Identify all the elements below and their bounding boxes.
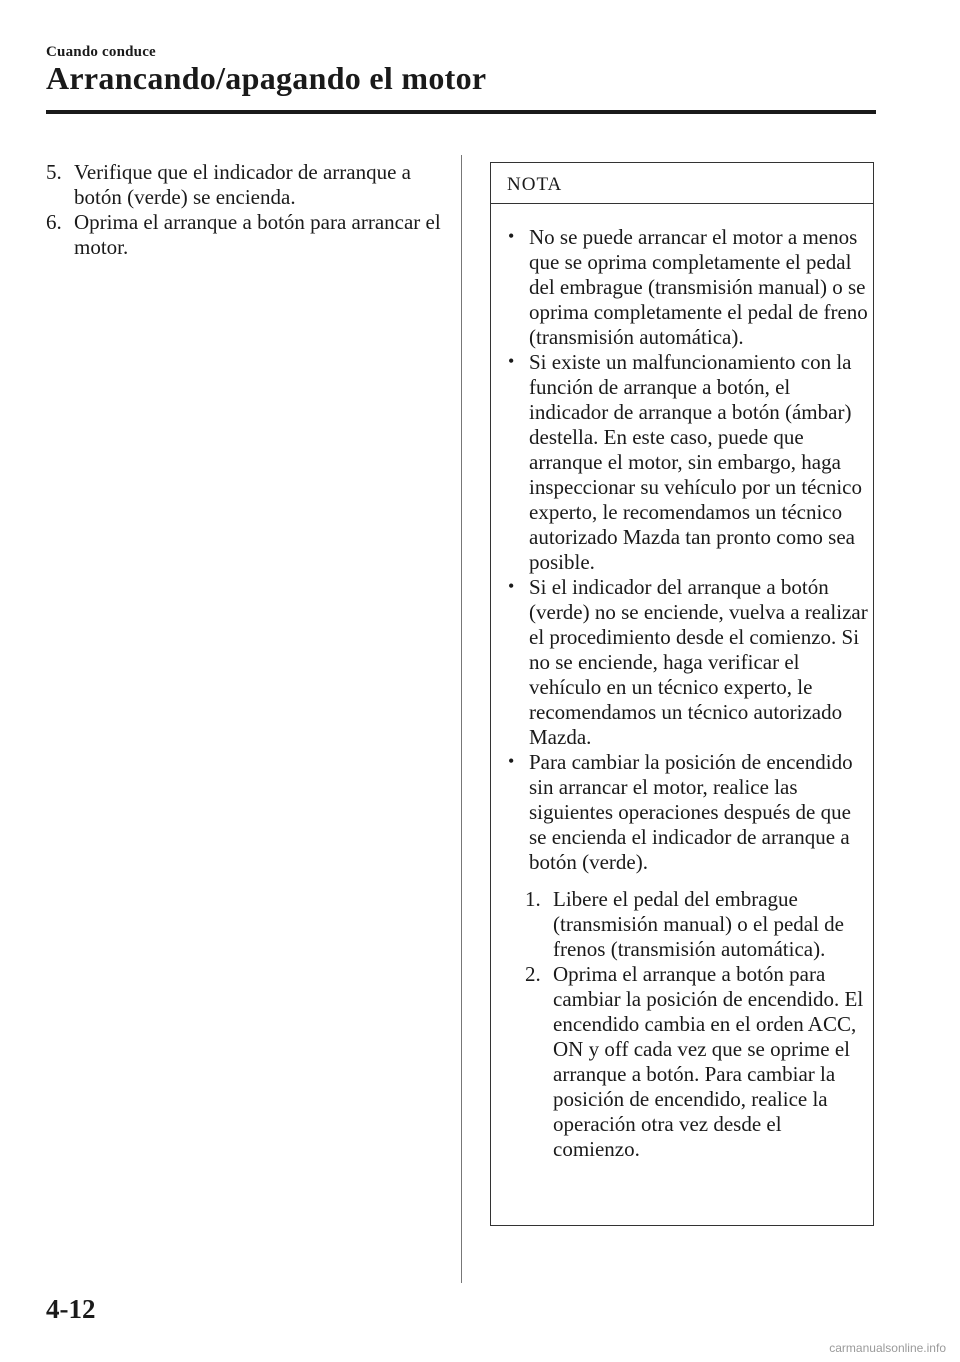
step-item — [46, 160, 446, 210]
note-bullet-text: Si el indicador del arranque a botón (verde) no se enciende, vuelva a realizar el procedimiento desde el comienzo. Si no se enciende, haga verificar el vehículo en un técnico experto, le recomendamos un técnico autorizado Mazda. — [529, 575, 868, 749]
step-number: 5. — [46, 160, 62, 184]
bullet-icon: • — [508, 351, 515, 371]
step-item — [46, 210, 446, 260]
step-number: 6. — [46, 210, 62, 234]
note-bullet — [508, 350, 873, 575]
note-bullet-text: Para cambiar la posición de encendido sin arrancar el motor, realice las siguientes operaciones después de que se encienda el indicador de arranque a botón (verde). — [529, 750, 853, 874]
page-title: Arrancando/apagando el motor — [46, 60, 487, 96]
note-substeps — [525, 887, 873, 1162]
note-substep — [525, 962, 873, 1162]
bullet-icon: • — [508, 751, 515, 771]
note-box — [490, 162, 874, 1226]
section-label: Cuando conduce — [46, 44, 156, 60]
note-bullet — [508, 575, 873, 750]
watermark: carmanualsonline.info — [829, 1341, 946, 1355]
step-text: Oprima el arranque a botón para arrancar el motor. — [74, 210, 441, 259]
note-bullet — [508, 750, 873, 875]
bullet-icon: • — [508, 576, 515, 596]
note-bullet — [508, 225, 873, 350]
substep-number: 2. — [525, 962, 541, 986]
header-rule — [46, 110, 876, 114]
column-divider — [461, 155, 462, 1283]
substep-number: 1. — [525, 887, 541, 911]
note-substep — [525, 887, 873, 962]
note-body — [491, 204, 873, 1162]
substep-text: Oprima el arranque a botón para cambiar la posición de encendido. El encendido cambia en el orden ACC, ON y off cada vez que se oprime el arranque a botón. Para cambiar la posición de encendido, realice la operación otra vez desde el comienzo. — [553, 962, 864, 1161]
note-bullet-text: No se puede arrancar el motor a menos que se oprima completamente el pedal del embrague (transmisión manual) o se oprima completamente el pedal de freno (transmisión automática). — [529, 225, 868, 349]
bullet-icon: • — [508, 226, 515, 246]
note-bullet-list — [508, 225, 873, 875]
note-bullet-text: Si existe un malfuncionamiento con la función de arranque a botón, el indicador de arranque a botón (ámbar) destella. En este caso, puede que arranque el motor, sin embargo, haga inspeccionar su vehículo por un técnico experto, le recomendamos un técnico autorizado Mazda tan pronto como sea posible. — [529, 350, 862, 574]
note-label: NOTA — [491, 163, 873, 204]
page-number: 4-12 — [46, 1294, 96, 1324]
step-text: Verifique que el indicador de arranque a botón (verde) se encienda. — [74, 160, 412, 209]
steps-list — [46, 160, 446, 260]
substep-text: Libere el pedal del embrague (transmisión manual) o el pedal de frenos (transmisión automática). — [553, 887, 844, 961]
